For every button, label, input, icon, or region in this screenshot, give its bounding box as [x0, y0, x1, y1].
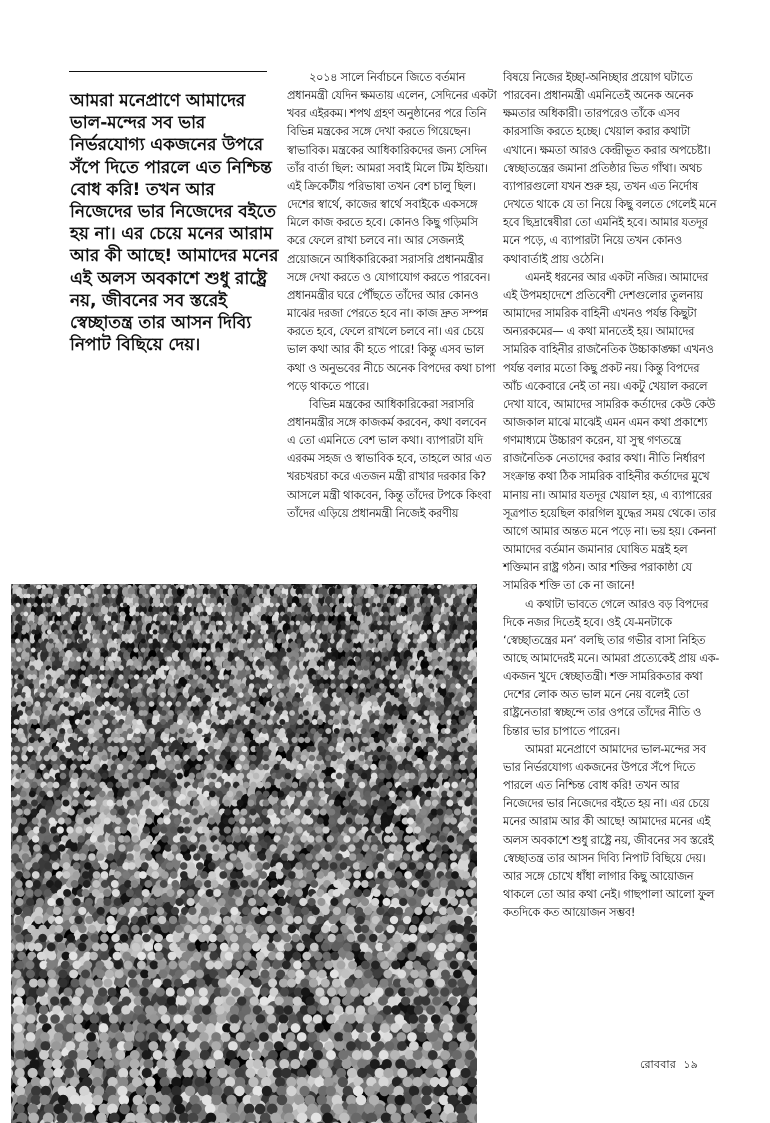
pull-quote: আমরা মনেপ্রাণে আমাদের ভাল-মন্দের সব ভার নির্ভরযোগ্য একজনের উপরে সঁপে দিতে পারলে এত নিশ্চিন্ত বোধ করি! তখন আর নিজেদের ভার নিজেদের বইতে হয় না। এর চেয়ে মনের আরাম আর কী আছে! আমাদের মনের এই অলস অবকাশে শুধু রাষ্ট্রে নয়, জীবনের সব স্তরেই স্বেচ্ছাতন্ত্র তার আসন দিব্যি নিপাট বিছিয়ে দেয়। — [70, 91, 279, 356]
magazine-name: রোববার — [640, 1058, 676, 1071]
paragraph: বিষয়ে নিজের ইচ্ছা-অনিচ্ছার প্রয়োগ ঘটাতে পারবেন। প্রধানমন্ত্রী এমনিতেই অনেক অনেক ক্ষমতার অধিকারী। তারপরেও তাঁকে এসব কারসাজি করতে হচ্ছে। খেয়াল করার কথাটা এখানে। ক্ষমতা আরও কেন্দ্রীভূত করার অপচেষ্টা। স্বেচ্ছাতন্ত্রের জমানা প্রতিষ্ঠার ভিত গাঁথা। অথচ ব্যাপারগুলো যখন শুরু হয়, তখন এত নির্দোষ দেখতে থাকে যে তা নিয়ে কিছু বলতে গেলেই মনে হবে ছিদ্রান্বেষীরা তো এমনিই হবে। আমার যতদূর মনে পড়ে, এ ব্যাপারটা নিয়ে তখন কোনও কথাবার্তাই প্রায় ওঠেনি। — [503, 70, 717, 266]
article-column-right — [503, 68, 721, 921]
paragraph: এমনই ধরনের আর একটা নজির। আমাদের এই উপমহাদেশে প্রতিবেশী দেশগুলোর তুলনায় আমাদের সামরিক বাহিনী এখনও পর্যন্ত কিছুটা অন্যরকমের— এ কথা মানতেই হয়। আমাদের সামরিক বাহিনীর রাজনৈতিক উচ্চাকাঙ্ক্ষা এখনও পর্যন্ত বলার মতো কিছু প্রকট নয়। কিন্তু বিপদের আঁচ একেবারে নেই তা নয়। একটু খেয়াল করলে দেখা যাবে, আমাদের সামরিক কর্তাদের কেউ কেউ আজকাল মাঝে মাঝেই এমন এমন কথা প্রকাশ্যে গণমাধ্যমে উচ্চারণ করেন, যা সুস্থ গণতন্ত্রে রাজনৈতিক নেতাদের করার কথা। নীতি নির্ধারণ সংক্রান্ত কথা ঠিক সামরিক বাহিনীর কর্তাদের মুখে মানায় না। আমার যতদূর খেয়াল হয়, এ ব্যাপারের সূত্রপাত হয়েছিল কারগিল যুদ্ধের সময় থেকে। তার আগে আমার অন্তত মনে পড়ে না। ভয় হয়। কেননা আমাদের বর্তমান জমানার ঘোষিত মন্ত্রই হল শক্তিমান রাষ্ট্র গঠন। আর শক্তির পরাকাষ্ঠা যে সামরিক শক্তি তা কে না জানে! — [503, 269, 717, 593]
crowd-photo — [11, 584, 477, 1123]
paragraph: এ কথাটা ভাবতে গেলে আরও বড় বিপদের দিকে নজর দিতেই হবে। ওই যে-মনটাকে ‘স্বেচ্ছাতন্ত্রের মন’ বলছি তার গভীর বাসা নিহিত আছে আমাদেরই মনে। আমরা প্রত্যেকেই প্রায় এক-একজন খুদে স্বেচ্ছাতন্ত্রী। শক্ত সামরিকতার কথা দেশের লোক অত ভাল মনে নেয় বলেই তো রাষ্ট্রনেতারা স্বচ্ছন্দে তার ওপরে তাঁদের নীতি ও চিন্তার ভার চাপাতে পারেন। — [503, 596, 719, 738]
paragraph: ২০১৪ সালে নির্বাচনে জিতে বর্তমান প্রধানমন্ত্রী যেদিন ক্ষমতায় এলেন, সেদিনের একটা খবর এইরকম। শপথ গ্রহণ অনুষ্ঠানের পরে তিনি বিভিন্ন মন্ত্রকের সঙ্গে দেখা করতে গিয়েছেন। স্বাভাবিক। মন্ত্রকের আধিকারিকদের জন্য সেদিন তাঁর বার্তা ছিল: আমরা সবাই মিলে টিম ইন্ডিয়া। এই ক্রিকেটীয় পরিভাষা তখন বেশ চালু ছিল। দেশের স্বার্থে, কাজের স্বার্থে সবাইকে একসঙ্গে মিলে কাজ করতে হবে। কোনও কিছু গড়িমসি করে ফেলে রাখা চলবে না। আর সেজন্যই প্রয়োজনে আধিকারিকেরা সরাসরি প্রধানমন্ত্রীর সঙ্গে দেখা করতে ও যোগাযোগ করতে পারবেন। প্রধানমন্ত্রীর ঘরে পৌঁছতে তাঁদের আর কোনও মাঝের দরজা পেরতে হবে না। কাজ দ্রুত সম্পন্ন করতে হবে, ফেলে রাখলে চলবে না। এর চেয়ে ভাল কথা আর কী হতে পারে! কিন্তু এসব ভাল কথা ও অনুভবের নীচে অনেক বিপদের কথা চাপা পড়ে থাকতে পারে। — [287, 70, 497, 393]
paragraph: আমরা মনেপ্রাণে আমাদের ভাল-মন্দের সব ভার নির্ভরযোগ্য একজনের উপরে সঁপে দিতে পারলে এত নিশ্চিন্ত বোধ করি! তখন আর নিজেদের ভার নিজেদের বইতে হয় না। এর চেয়ে মনের আরাম আর কী আছে! আমাদের মনের এই অলস অবকাশে শুধু রাষ্ট্রে নয়, জীবনের সব স্তরেই স্বেচ্ছাতন্ত্র তার আসন দিব্যি নিপাট বিছিয়ে দেয়। আর সঙ্গে চোখে ধাঁধা লাগার কিছু আয়োজন থাকলে তো আর কথা নেই। গাছপালা আলো ফুল কতদিকে কত আয়োজন সম্ভব! — [503, 741, 715, 920]
article-column-middle — [287, 68, 497, 522]
crowd-image — [11, 584, 477, 1123]
paragraph: বিভিন্ন মন্ত্রকের আধিকারিকেরা সরাসরি প্রধানমন্ত্রীর সঙ্গে কাজকর্ম করবেন, কথা বলবেন এ তো এমনিতে বেশ ভাল কথা। ব্যাপারটা যদি এরকম সহজ ও স্বাভাবিক হবে, তাহলে আর এত খরচখরচা করে এতজন মন্ত্রী রাখার দরকার কি? আসলে মন্ত্রী থাকবেন, কিন্তু তাঁদের টপকে কিংবা তাঁদের এড়িয়ে প্রধানমন্ত্রী নিজেই করণীয় — [287, 396, 492, 520]
pull-quote-rule — [69, 71, 267, 72]
page-folio — [640, 1056, 698, 1075]
page-number: ১৯ — [683, 1058, 699, 1071]
